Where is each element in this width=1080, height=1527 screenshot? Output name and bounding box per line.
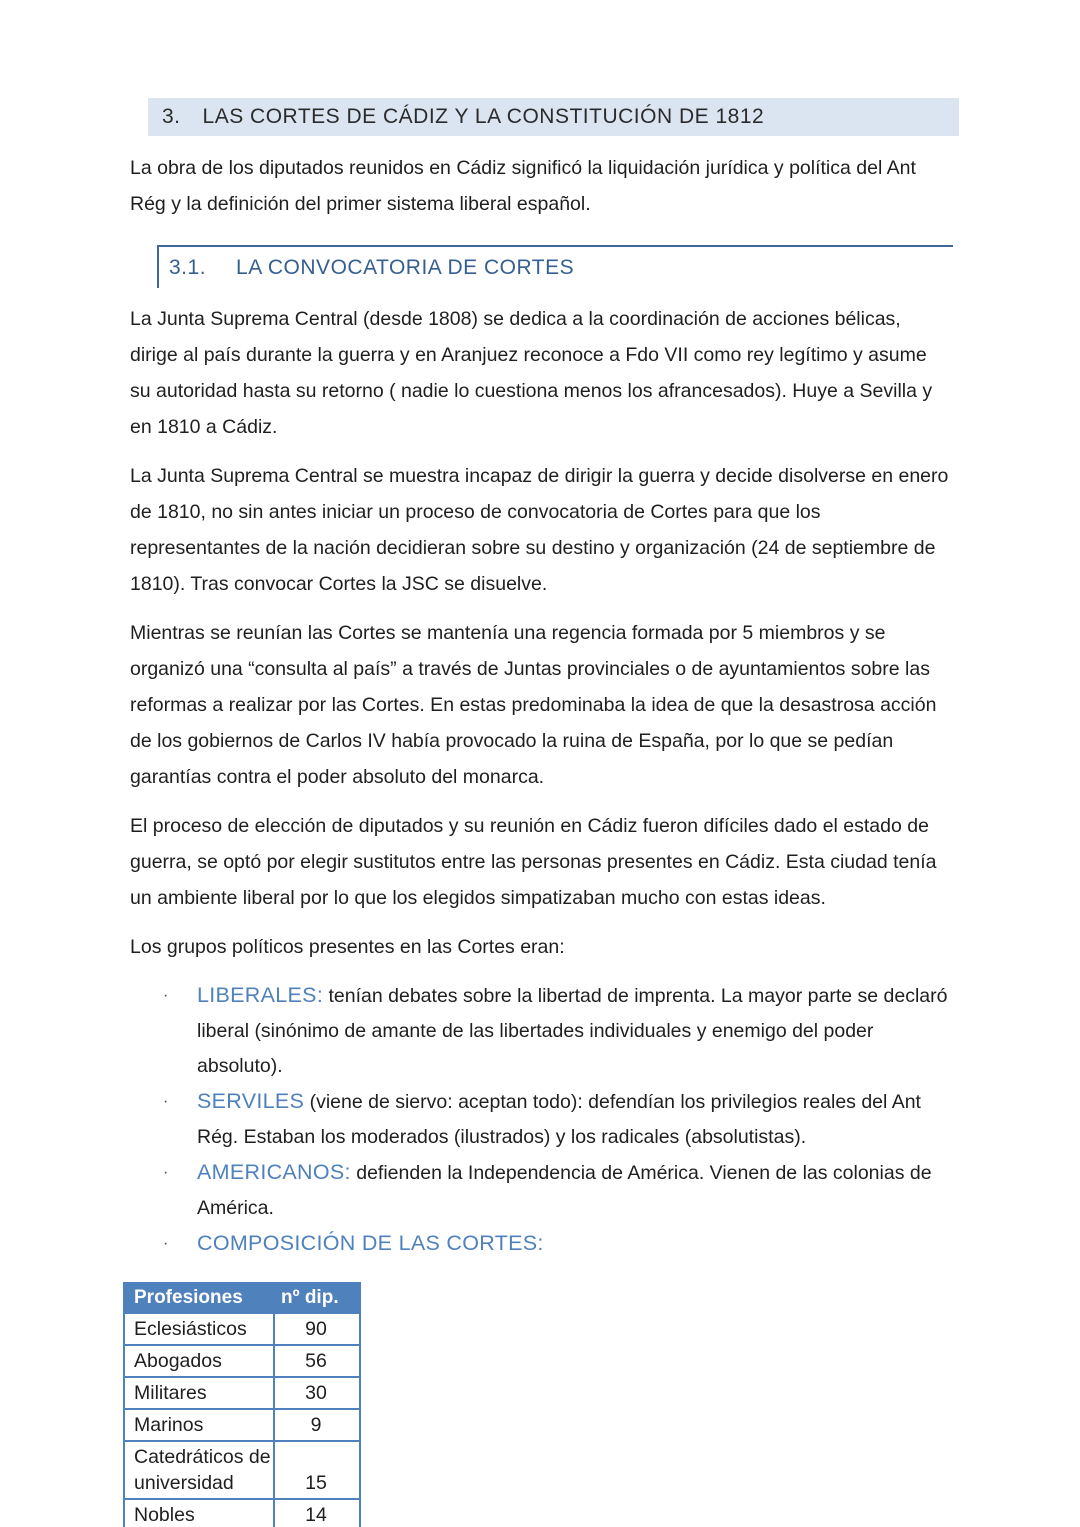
count-cell: 15	[274, 1441, 360, 1499]
profession-cell: Marinos	[124, 1409, 274, 1441]
bullet-rest: (viene de siervo: aceptan todo): defendían los privilegios reales del Ant Rég. Estaban los moderados (ilustrados) y los radicales (absolutistas).	[197, 1091, 921, 1148]
paragraph: Mientras se reunían las Cortes se mantenía una regencia formada por 5 miembros y se organizó una “consulta al país” a través de Juntas provinciales o de ayuntamientos sobre las reformas a realizar por las Cortes. En estas predominaba la idea de que la desastrosa acción de los gobiernos de Carlos IV había provocado la ruina de España, por lo que se pedían garantías contra el poder absoluto del monarca.	[130, 622, 937, 788]
list-item	[130, 1226, 950, 1262]
paragraph: El proceso de elección de diputados y su reunión en Cádiz fueron difíciles dado el estado de guerra, se optó por elegir sustitutos entre las personas presentes en Cádiz. Esta ciudad tenía un ambiente liberal por lo que los elegidos simpatizaban mucho con estas ideas.	[130, 815, 937, 909]
list-item	[130, 1155, 950, 1226]
profession-cell: Catedráticos de universidad	[124, 1441, 274, 1499]
column-header-profesiones: Profesiones	[124, 1283, 274, 1313]
section-number: 3.	[162, 105, 181, 128]
bullet-lead: SERVILES	[197, 1089, 305, 1113]
bullet-icon: ·	[163, 1164, 169, 1181]
bullet-lead: AMERICANOS:	[197, 1160, 351, 1184]
bullet-icon: ·	[163, 987, 169, 1004]
bullet-rest: defienden la Independencia de América. Vienen de las colonias de América.	[197, 1162, 932, 1219]
bullet-text	[197, 1226, 950, 1262]
subsection-heading	[157, 245, 953, 288]
paragraph: La Junta Suprema Central (desde 1808) se dedica a la coordinación de acciones bélicas, dirige al país durante la guerra y en Aranjuez reconoce a Fdo VII como rey legítimo y asume su autoridad hasta su retorno ( nadie lo cuestiona menos los afrancesados). Huye a Sevilla y en 1810 a Cádiz.	[130, 308, 933, 438]
bullet-text	[197, 978, 950, 1084]
bullet-text	[197, 1084, 950, 1155]
bullet-icon: ·	[163, 1093, 169, 1110]
composition-table	[123, 1282, 361, 1527]
count-cell: 9	[274, 1409, 360, 1441]
count-cell: 30	[274, 1377, 360, 1409]
bullet-text	[197, 1155, 950, 1226]
count-cell: 56	[274, 1345, 360, 1377]
list-item	[130, 1084, 950, 1155]
bullet-rest: tenían debates sobre la libertad de imprenta. La mayor parte se declaró liberal (sinónimo de amante de las libertades individuales y enemigo del poder absoluto).	[197, 985, 948, 1077]
bullet-lead: COMPOSICIÓN DE LAS CORTES:	[197, 1231, 544, 1255]
column-header-num-dip: nº dip.	[274, 1283, 360, 1313]
paragraph: Los grupos políticos presentes en las Cortes eran:	[130, 936, 565, 958]
subsection-number: 3.1.	[169, 256, 207, 279]
table-row	[124, 1409, 360, 1441]
profession-cell: Militares	[124, 1377, 274, 1409]
section-title: LAS CORTES DE CÁDIZ Y LA CONSTITUCIÓN DE 1812	[202, 105, 765, 128]
paragraph: La Junta Suprema Central se muestra incapaz de dirigir la guerra y decide disolverse en enero de 1810, no sin antes iniciar un proceso de convocatoria de Cortes para que los representantes de la nación decidieran sobre su destino y organización (24 de septiembre de 1810). Tras convocar Cortes la JSC se disuelve.	[130, 465, 949, 595]
profession-cell: Nobles	[124, 1499, 274, 1527]
bullet-lead: LIBERALES:	[197, 983, 324, 1007]
bullet-icon: ·	[163, 1235, 169, 1252]
table-row	[124, 1345, 360, 1377]
count-cell: 14	[274, 1499, 360, 1527]
section-heading	[148, 98, 959, 136]
political-groups-list	[130, 978, 950, 1262]
profession-cell: Abogados	[124, 1345, 274, 1377]
list-item	[130, 978, 950, 1084]
table-row	[124, 1441, 360, 1499]
table-row	[124, 1313, 360, 1345]
table-row	[124, 1499, 360, 1527]
subsection-title: LA CONVOCATORIA DE CORTES	[236, 256, 575, 279]
profession-cell: Eclesiásticos	[124, 1313, 274, 1345]
intro-paragraph: La obra de los diputados reunidos en Cádiz significó la liquidación jurídica y política del Ant Rég y la definición del primer sistema liberal español.	[130, 157, 916, 215]
table-row	[124, 1377, 360, 1409]
table-header-row	[124, 1283, 360, 1313]
count-cell: 90	[274, 1313, 360, 1345]
